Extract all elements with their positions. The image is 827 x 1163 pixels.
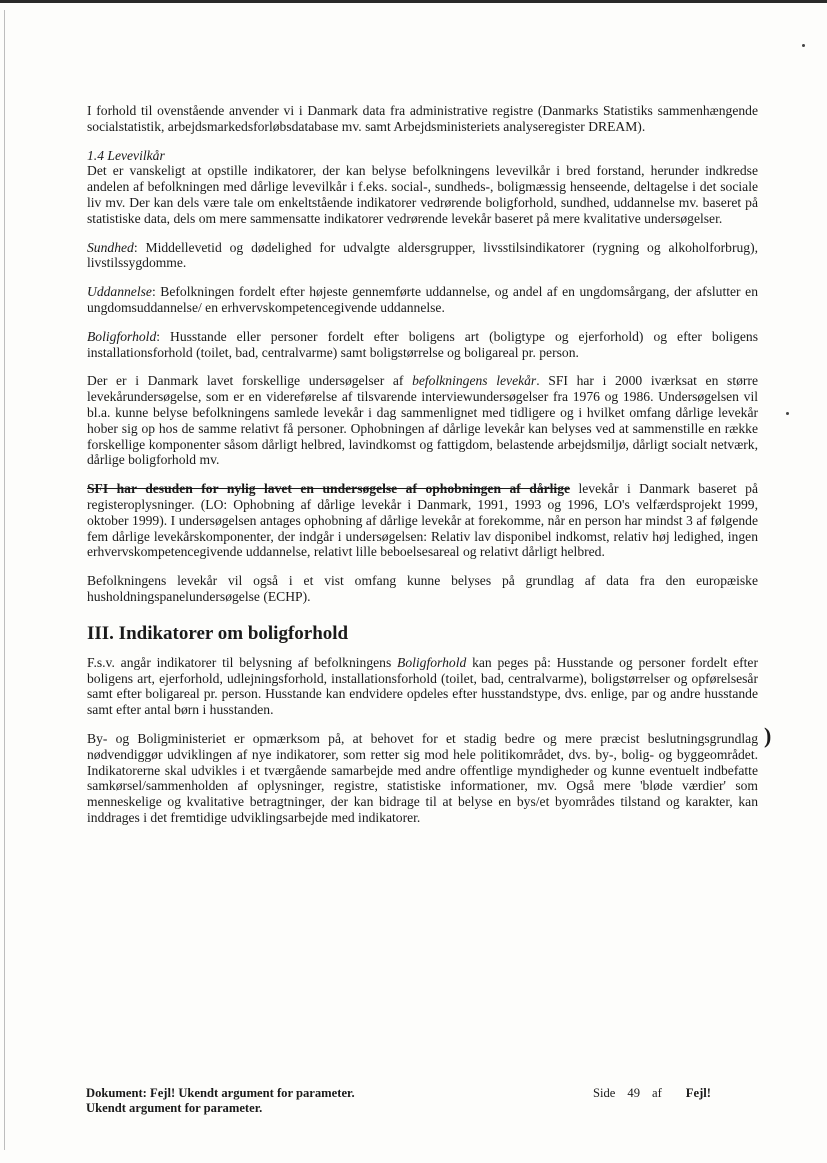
indikatorer-paragraph: F.s.v. angår indikatorer til belysning af befolkningens Boligforhold kan peges på: Husstande og personer fordelt efter boligens art, ejerforhold, udlejningsforhold, installationsforhold (toilet, bad, centralvarme), boligstørrelser og opførelsesår samt efter boligareal pr. person. Husstande kan endvidere opdeles efter husstandstype, dvs. enlige, par og andre husstande samt efter antal børn i husstanden. bbox=[87, 654, 758, 718]
boligforhold-term: Boligforhold bbox=[87, 328, 157, 344]
speck bbox=[786, 412, 789, 415]
sundhed-term: Sundhed bbox=[87, 239, 134, 255]
left-margin-line bbox=[4, 10, 5, 1150]
footer-page-number: Side 49 af Fejl! bbox=[593, 1086, 711, 1100]
boligforhold-paragraph: Boligforhold: Husstande eller personer fordelt efter boligens art (boligtype og ejerforhold) og efter boligens installationsforhold (toilet, bad, centralvarme) samt boligstørrelse og boligareal pr. person. bbox=[87, 328, 758, 360]
chapter-heading: III. Indikatorer om boligforhold bbox=[87, 622, 349, 644]
undersoegelser-paragraph: Der er i Danmark lavet forskellige undersøgelser af befolkningens levekår. SFI har i 2000 iværksat en større levekårundersøgelse, som er en videreførelse af tilsvarende interviewundersøgelser fra 1976 og 1986. Undersøgelsen vil bl.a. kunne belyse befolkningens samlede levekår i dag sammenlignet med tidligere og i hvilket omfang dårlige levekår hober sig op hos de samme relativt få personer. Ophobningen af dårlige levekår kan belyses ved at sammenstille en række forskellige komponenter såsom dårligt helbred, lavindkomst og fattigdom, belastende arbejdsmiljø, dårligt socialt netværk, dårlige boligforhold mv. bbox=[87, 373, 758, 468]
margin-mark: ) bbox=[764, 723, 772, 748]
speck bbox=[802, 44, 805, 47]
uddannelse-paragraph: Uddannelse: Befolkningen fordelt efter højeste gennemførte uddannelse, og andel af en ungdomsårgang, der afslutter en ungdomsuddannelse/ en erhvervskompetencegivende uddannelse. bbox=[87, 284, 758, 315]
ministeriet-paragraph: By- og Boligministeriet er opmærksom på, at behovet for et stadig bedre og mere præcist beslutningsgrundlag nødvendiggør udviklingen af nye indikatorer, som retter sig mod hele politikområdet, dvs. by-, bolig- og byggeområdet. Indikatorerne skal udvikles i et tværgående samarbejde med andre offentlige myndigheder og kunne eventuelt indbefatte samkørsel/sammenholden af oplysninger, registre, statistiske informationer, mv. Også mere 'bløde værdier' som menneskelige og kvalitative betragtninger, der kan bidrage til at belyse en bys/et byområdes tilstand og karakter, kan inddrages i det fremtidige udviklingsarbejde med indikatorer. bbox=[87, 730, 758, 825]
section-heading: 1.4 Levevilkår bbox=[87, 147, 165, 163]
top-border bbox=[0, 0, 827, 3]
levevilkaar-paragraph: Det er vanskeligt at opstille indikatorer, der kan belyse befolkningens levevilkår i bred forstand, herunder indkredse andelen af befolkningen med dårlige levevilkår i f.eks. social-, sundheds-, boligmæssig henseende, deltagelse i det sociale liv mv. Der kan dels være tale om enkeltstående indikatorer vedrørende boligforhold, sundhed, uddannelse mv. baseret på statistiske data, dels om mere sammensatte indikatorer vedrørende levekår baseret på mere kvalitative undersøgelser. bbox=[87, 163, 758, 226]
sfi-paragraph: SFI har desuden for nylig lavet en undersøgelse af ophobningen af dårlige levekår i Danmark baseret på registeroplysninger. (LO: Ophobning af dårlige levekår i Danmark, 1991, 1993 og 1996, LO's velfærdsprojekt 1999, oktober 1999). I undersøgelsen antages ophobning af dårlige levekår at forekomme, når en person har mindst 3 af følgende fem dårlige levekårskomponenter, der indgår i undersøgelsen: Relativ lav disponibel indkomst, relativ høj ledighed, ingen erhvervskompetencegivende uddannelse, relativt lille beboelsesareal og relativt dårligt helbred. bbox=[87, 481, 758, 560]
echp-paragraph: Befolkningens levekår vil også i et vist omfang kunne belyses på grundlag af data fra den europæiske husholdningspanelundersøgelse (ECHP). bbox=[87, 573, 758, 604]
struck-text: SFI har desuden for nylig lavet en undersøgelse af ophobningen af dårlige bbox=[87, 481, 571, 497]
uddannelse-term: Uddannelse bbox=[87, 284, 152, 300]
sundhed-paragraph: Sundhed: Middellevetid og dødelighed for udvalgte aldersgrupper, livsstilsindikatorer (rygning og alkoholforbrug), livstilssygdomme. bbox=[87, 239, 758, 271]
document-page bbox=[87, 103, 758, 839]
footer-document-info: Dokument: Fejl! Ukendt argument for parameter. Ukendt argument for parameter. bbox=[86, 1086, 355, 1115]
intro-paragraph: I forhold til ovenstående anvender vi i Danmark data fra administrative registre (Danmarks Statistiks sammenhængende socialstatistik, arbejdsmarkedsforløbsdatabase mv. samt Arbejdsministeriets analyseregister DREAM). bbox=[87, 103, 758, 134]
